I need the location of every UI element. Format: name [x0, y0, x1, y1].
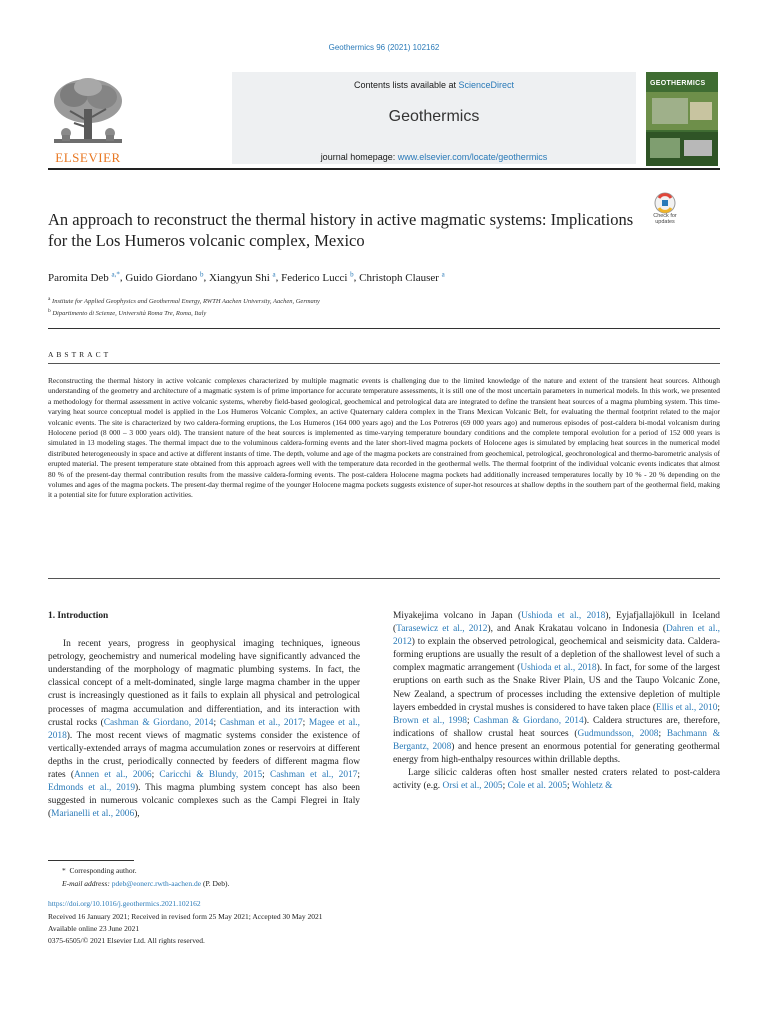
body-left-column [48, 610, 360, 821]
affiliation: $^b$ Dipartimento di Scienze, Università Roma Tre, Roma, Italy [48, 308, 207, 318]
citation-link[interactable]: Marianelli et al., 2006 [51, 809, 135, 820]
author[interactable]: Guido Giordano $^b$ [125, 270, 204, 284]
article-title: An approach to reconstruct the thermal history in active magmatic systems: Implications for the Los Humeros volcanic complex, Mexico [48, 210, 634, 250]
body-paragraph: Miyakejima volcano in Japan (Ushioda et al., 2018), Eyjafjallajökull in Iceland (Tarasewicz et al., 2012), and Anak Krakatau volcano in Indonesia (Dahren et al., 2012) to explain the observed petrological, geochemical and seismicity data. Caldera-forming eruptions are usually the result of a depletion of the shallowest level of such a complex magmatic arrangement (Ushioda et al., 2018). In fact, for some of the largest eruptions on earth such as the Snake River Plain, US and the Taupo Volcanic Zone, New Zealand, a spectrum of processes including the extensive depletion of multiple layers embedded in crystal mushes is considered to have taken place (Ellis et al., 2010; Brown et al., 1998; Cashman & Giordano, 2014). Caldera structures are, therefore, indications of shallow crustal heat sources (Gudmundsson, 2008; Bachmann & Bergantz, 2008) and hence present an enormous potential for generating geothermal energy from high-enthalpy resources within drillable depths. [393, 611, 721, 766]
citation-link[interactable]: Wohletz & [571, 781, 613, 792]
header-rule [48, 168, 720, 170]
citation-link[interactable]: Cashman et al., 2017 [269, 770, 358, 781]
citation-link[interactable]: Brown et al., 1998 [393, 715, 467, 726]
citation-link[interactable]: Cashman & Giordano, 2014 [103, 717, 214, 728]
citation-link[interactable]: Dahren et al., 2012 [393, 624, 721, 648]
check-for-updates-label[interactable]: Check for updates [653, 213, 677, 225]
footnote-rule [48, 860, 134, 861]
citation-link[interactable]: Caricchi & Blundy, 2015 [159, 770, 263, 781]
elsevier-wordmark: ELSEVIER [55, 150, 121, 165]
citation-link[interactable]: Cashman & Giordano, 2014 [473, 715, 584, 726]
citation-link[interactable]: Ushioda et al., 2018 [520, 663, 597, 674]
abstract-bottom-rule [48, 578, 720, 579]
affiliation: $^a$ Institute for Applied Geophysics and Geothermal Energy, RWTH Aachen University, Aachen, Germany [48, 296, 320, 306]
citation-link[interactable]: Annen et al., 2006 [74, 770, 152, 781]
citation-link[interactable]: Tarasewicz et al., 2012 [396, 624, 488, 635]
author[interactable]: Federico Lucci $^b$ [281, 270, 354, 284]
homepage-link[interactable]: www.elsevier.com/locate/geothermics [397, 152, 548, 162]
citation-link[interactable]: Ellis et al., 2010 [655, 702, 718, 713]
body-right-column [393, 610, 720, 793]
homepage-prefix: journal homepage: [320, 152, 398, 162]
contents-line [232, 80, 636, 90]
copyright-line: 0375-6505/© 2021 Elsevier Ltd. All rights reserved. [48, 936, 205, 945]
abstract-text: Reconstructing the thermal history in active volcanic complexes characterized by multiple magmatic events is challenging due to the limited knowledge of the nature and extent of the transient heat sources. Although understanding of the geometry and architecture of a magmatic system is of prime importance for accurate temperature assessments, it is still one of the most uncertain parameters in numerical models. In this work, we presented a methodology for thermal assessment in active volcanic systems, whereby field-based geological, geochemical and petrological data are integrated to define the transient heat sources of a magma plumbing system. This time-varying heat source conceptual model is applied in the Los Humeros Volcanic Complex, an active Quaternary caldera complex in the Trans Mexican Volcanic Belt, for evaluating the thermal footprint related to the major volcanic events. The site is characterized by two caldera-forming eruptions, the Los Humeros (164 000 years ago) and the Los Potreros (69 000 years ago) and numerous episodes of post-caldera bi-modal volcanism during Holocene period (8 000 – 3 000 years old). The transient nature of the heat sources is implemented as time-varying temperature boundary conditions and the complete temporal evolution for a period of 152 000 years is simulated in 13 modeling stages. The thermal impact due to the voluminous caldera-forming events and the later short-lived magma pockets of Holocene ages is simulated by emplacing heat sources in the numerical model distributed heterogeneously in space and active at different instants of time. The depth, volume and age of the magma pockets are constrained from geochemical, petrological, geochronological and thermo-barometric analysis of erupted material. The present temperature state obtained from this approach agrees well with the temperature data recorded in the geothermal wells. The thermal footprint of the individual volcanic events indicates that almost 80 % of the present-day thermal contribution results from the massive caldera-forming events. The post-caldera Holocene magma pockets had additionally increased temperatures locally by 10 % - 20 % depending on the volumes and ages of the magma pockets. The present-day thermal regime of the younger Holocene magma pockets suggests existence of super-hot resources at shallow depths in the southern part of the geothermal field, making it a potential site for future exploration activities. [48, 376, 720, 500]
body-paragraph: In recent years, progress in geophysical imaging techniques, igneous petrology, geochemistry and numerical modeling have significantly advanced the understanding of the morphology of magmatic plumbing systems. In fact, the classical concept of a melt-dominated, single large magma chamber in the upper crust is increasingly questioned as it fails to explain all physical and petrological processes of magma accumulation and differentiation, and its interaction with crustal rocks (Cashman & Giordano, 2014; Cashman et al., 2017; Magee et al., 2018). The most recent views of magmatic systems consider the existence of vertically-extended arrays of magma accumulation zones or reservoirs at different depths in the crust, periodically connected by feeders of different magma flow rates (Annen et al., 2006; Caricchi & Blundy, 2015; Cashman et al., 2017; Edmonds et al., 2019). This magma plumbing system concept has also been suggested in numerous volcanic complexes such as the Campi Flegrei in Italy (Marianelli et al., 2006), [48, 639, 361, 820]
citation-link[interactable]: Bachmann & Bergantz, 2008 [393, 728, 720, 752]
journal-homepage-line [232, 152, 636, 162]
section-rule [48, 328, 720, 329]
corresponding-author-note: * Corresponding author. [62, 866, 137, 875]
author[interactable]: Xiangyun Shi $^a$ [208, 270, 276, 284]
citation-link[interactable]: Cole et al. 2005 [507, 781, 567, 792]
abstract-rule [48, 363, 720, 364]
journal-cover-thumbnail[interactable] [646, 72, 718, 166]
citation-link[interactable]: Cashman et al., 2017 [219, 717, 303, 728]
section-heading: 1. Introduction [48, 611, 109, 621]
available-online: Available online 23 June 2021 [48, 924, 140, 933]
author[interactable]: Paromita Deb $^{a,*}$ [48, 270, 120, 284]
abstract-heading: ABSTRACT [48, 350, 112, 359]
citation-link[interactable]: Ushioda et al., 2018 [521, 611, 606, 621]
contents-prefix: Contents lists available at [353, 80, 459, 90]
citation-link[interactable]: Magee et al., 2018 [48, 717, 360, 741]
sciencedirect-link[interactable]: ScienceDirect [458, 80, 515, 90]
citation-link[interactable]: Gudmundsson, 2008 [577, 728, 659, 739]
journal-title: Geothermics [388, 108, 480, 125]
body-paragraph: Large silicic calderas often host smaller nested craters related to post-caldera activity (e.g. Orsi et al., 2005; Cole et al. 2005; Wohletz & [393, 768, 720, 792]
email-note: E-mail address: pdeb@eonerc.rwth-aachen.de (P. Deb). [62, 879, 230, 888]
author-list: Paromita Deb $^{a,*}$, Guido Giordano $^b$, Xiangyun Shi $^a$, Federico Lucci $^b$, Christoph Clauser $^a$ [48, 270, 445, 284]
author[interactable]: Christoph Clauser $^a$ [359, 270, 445, 284]
citation-link[interactable]: Orsi et al., 2005 [442, 781, 503, 792]
email-link[interactable]: pdeb@eonerc.rwth-aachen.de [111, 879, 202, 888]
cover-title: GEOTHERMICS [650, 80, 706, 87]
doi-link[interactable]: https://doi.org/10.1016/j.geothermics.2021.102162 [48, 899, 201, 908]
journal-citation[interactable]: Geothermics 96 (2021) 102162 [328, 43, 440, 52]
received-dates: Received 16 January 2021; Received in revised form 25 May 2021; Accepted 30 May 2021 [48, 912, 323, 921]
citation-link[interactable]: Edmonds et al., 2019 [48, 783, 136, 794]
